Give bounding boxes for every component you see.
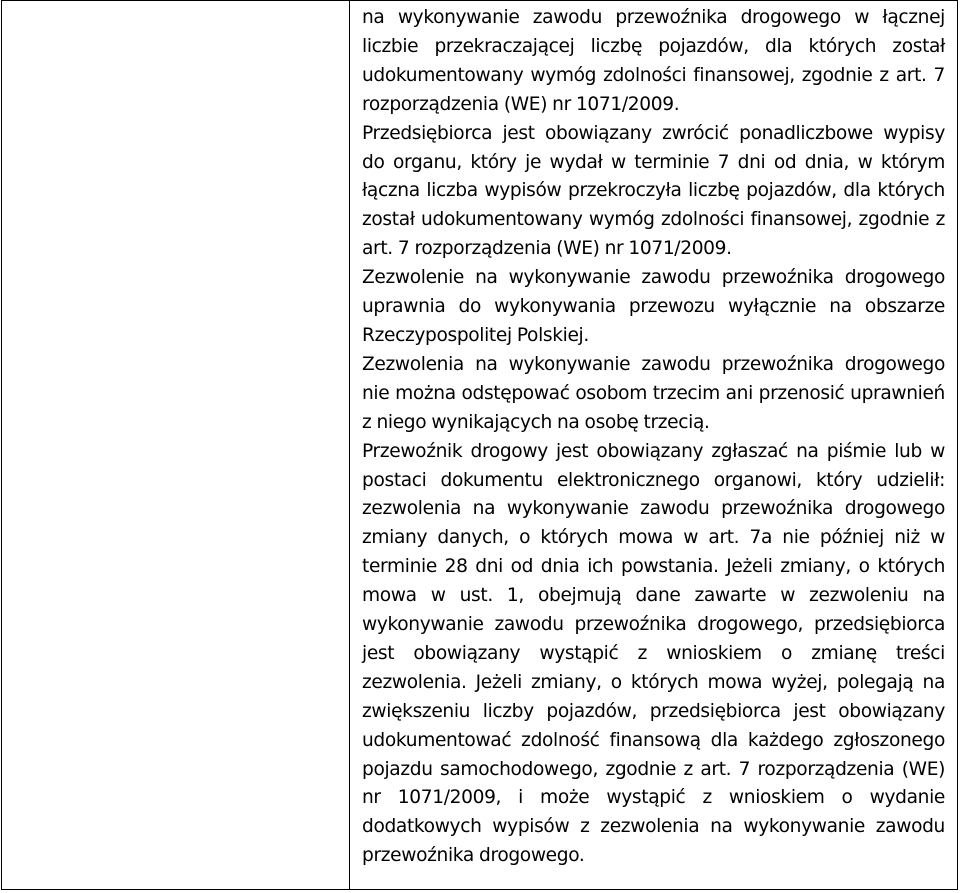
paragraph-territorial-scope: Zezwolenie na wykonywanie zawodu przewoźnika drogowego uprawnia do wykonywania przewozu wyłącznie na obszarze Rzeczypospolitej Polskiej.: [362, 267, 945, 346]
left-empty-cell: [2, 1, 350, 890]
content-cell: [350, 1, 958, 890]
document-table: [1, 0, 958, 890]
paragraph-data-change-obligation: Przewoźnik drogowy jest obowiązany zgłaszać na piśmie lub w postaci dokumentu elektronicznego organowi, który udzielił: zezwolenia na wykonywanie zawodu przewoźnika drogowego zmiany danych, o których mowa w art. 7a nie później niż w terminie 28 dni od dnia ich powstania. Jeżeli zmiany, o których mowa w ust. 1, obejmują dane zawarte w zezwoleniu na wykonywanie zawodu przewoźnika drogowego, przedsiębiorca jest obowiązany wystąpić z wnioskiem o zmianę treści zezwolenia. Jeżeli zmiany, o których mowa wyżej, polegają na zwiększeniu liczby pojazdów, przedsiębiorca jest obowiązany udokumentować zdolność finansową dla każdego zgłoszonego pojazdu samochodowego, zgodnie z art. 7 rozporządzenia (WE) nr 1071/2009, i może wystąpić z wnioskiem o wydanie dodatkowych wypisów z zezwolenia na wykonywanie zawodu przewoźnika drogowego.: [362, 440, 945, 867]
paragraph-vehicle-excerpts-limit: na wykonywanie zawodu przewoźnika drogowego w łącznej liczbie przekraczającej liczbę pojazdów, dla których został udokumentowany wymóg zdolności finansowej, zgodnie z art. 7 rozporządzenia (WE) nr 1071/2009.: [362, 7, 945, 115]
table-row: [2, 1, 958, 890]
paragraph-non-transferable: Zezwolenia na wykonywanie zawodu przewoźnika drogowego nie można odstępować osobom trzecim ani przenosić uprawnień z niego wynikających na osobę trzecią.: [362, 353, 945, 433]
paragraph-return-excess-excerpts: Przedsiębiorca jest obowiązany zwrócić ponadliczbowe wypisy do organu, który je wydał w terminie 7 dni od dnia, w którym łączna liczba wypisów przekroczyła liczbę pojazdów, dla których został udokumentowany wymóg zdolności finansowej, zgodnie z art. 7 rozporządzenia (WE) nr 1071/2009.: [362, 122, 945, 260]
content-text: [350, 1, 957, 871]
